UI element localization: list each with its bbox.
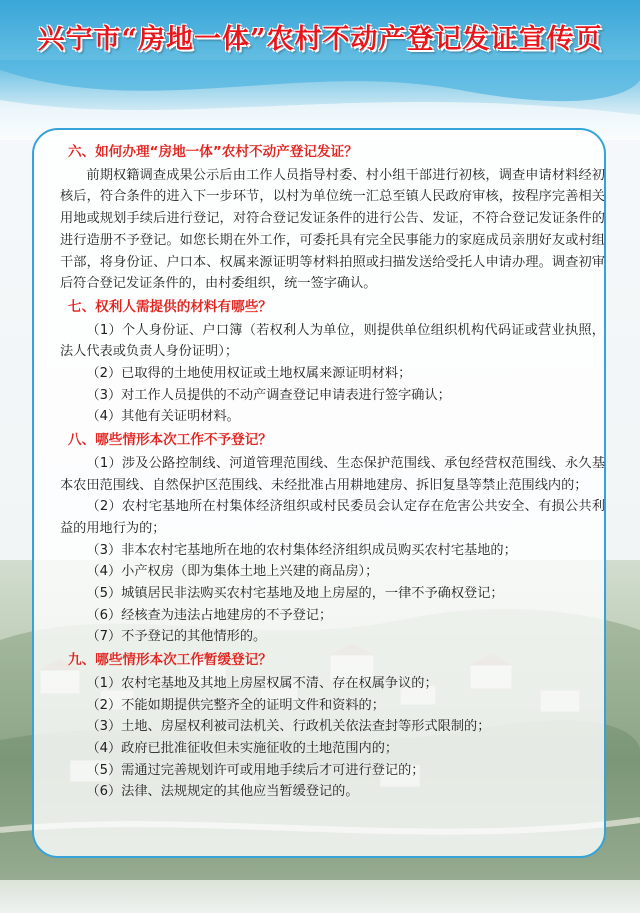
section-7-item: （2）已取得的土地使用权证或土地权属来源证明材料； xyxy=(86,366,412,382)
section-6-paragraph: 前期权籍调查成果公示后由工作人员指导村委、村小组干部进行初核，调查申请材料经初核后，符合条件的进入下一步环节，以村为单位统一汇总至镇人民政府审核，按程序完善相关用地或规划手续后进行登记，对符合登记发证条件的进行公告、发证，不符合登记发证条件的进行造册不予登记。如您长期在外工作，可委托具有完全民事能力的家庭成员亲朋好友或村组干部，将身份证、户口本、权属来源证明等材料拍照或扫描发送给受托人申请办理。调查初审后符合登记发证条件的，由村委组织，统一签字确认。 xyxy=(60,167,605,292)
section-9-heading: 九、哪些情形本次工作暂缓登记？ xyxy=(68,652,272,669)
title-banner xyxy=(0,0,640,72)
section-8-item: （3）非本农村宅基地所在地的农村集体经济组织成员购买农村宅基地的； xyxy=(86,542,517,558)
section-8-item: （5）城镇居民非法购买农村宅基地及地上房屋的，一律不予确权登记； xyxy=(86,586,504,602)
section-9-item: （6）法律、法规规定的其他应当暂缓登记的。 xyxy=(86,784,359,800)
content-body xyxy=(60,140,605,803)
section-7-item: （3）对工作人员提供的不动产调查登记申请表进行签字确认； xyxy=(86,387,451,403)
section-8-item: （6）经核查为违法占地建房的不予登记； xyxy=(86,607,333,623)
section-9-item: （4）政府已批准征收但未实施征收的土地范围内的； xyxy=(86,740,399,756)
section-7-heading: 七、权利人需提供的材料有哪些？ xyxy=(68,298,272,315)
section-8-heading: 八、哪些情形本次工作不予登记？ xyxy=(68,432,272,449)
section-9-item: （1）农村宅基地及其地上房屋权属不清、存在权属争议的； xyxy=(86,675,438,691)
section-8-item: （1）涉及公路控制线、河道管理范围线、生态保护范围线、承包经营权范围线、永久基本农田范围线、自然保护区范围线、未经批准占用耕地建房、拆旧复垦等禁止范围线内的； xyxy=(60,455,605,493)
section-6-heading: 六、如何办理“房地一体”农村不动产登记发证？ xyxy=(68,144,358,160)
section-9-item: （2）不能如期提供完整齐全的证明文件和资料的； xyxy=(86,697,385,713)
section-8-item: （2）农村宅基地所在村集体经济组织或村民委员会认定存在危害公共安全、有损公共利益的用地行为的； xyxy=(60,499,605,536)
page-title: 兴宁市“房地一体”农村不动产登记发证宣传页 xyxy=(37,23,603,55)
section-9-item: （3）土地、房屋权利被司法机关、行政机关依法查封等形式限制的； xyxy=(86,719,491,735)
section-8-item: （7）不予登记的其他情形的。 xyxy=(86,629,267,645)
section-7-item: （4）其他有关证明材料。 xyxy=(86,409,240,425)
section-7-item: （1）个人身份证、户口簿（若权利人为单位，则提供单位组织机构代码证或营业执照，法人代表或负责人身份证明）； xyxy=(60,322,605,360)
section-9-item: （5）需通过完善规划许可或用地手续后才可进行登记的； xyxy=(86,762,425,778)
section-8-item: （4）小产权房（即为集体土地上兴建的商品房）； xyxy=(86,564,379,580)
